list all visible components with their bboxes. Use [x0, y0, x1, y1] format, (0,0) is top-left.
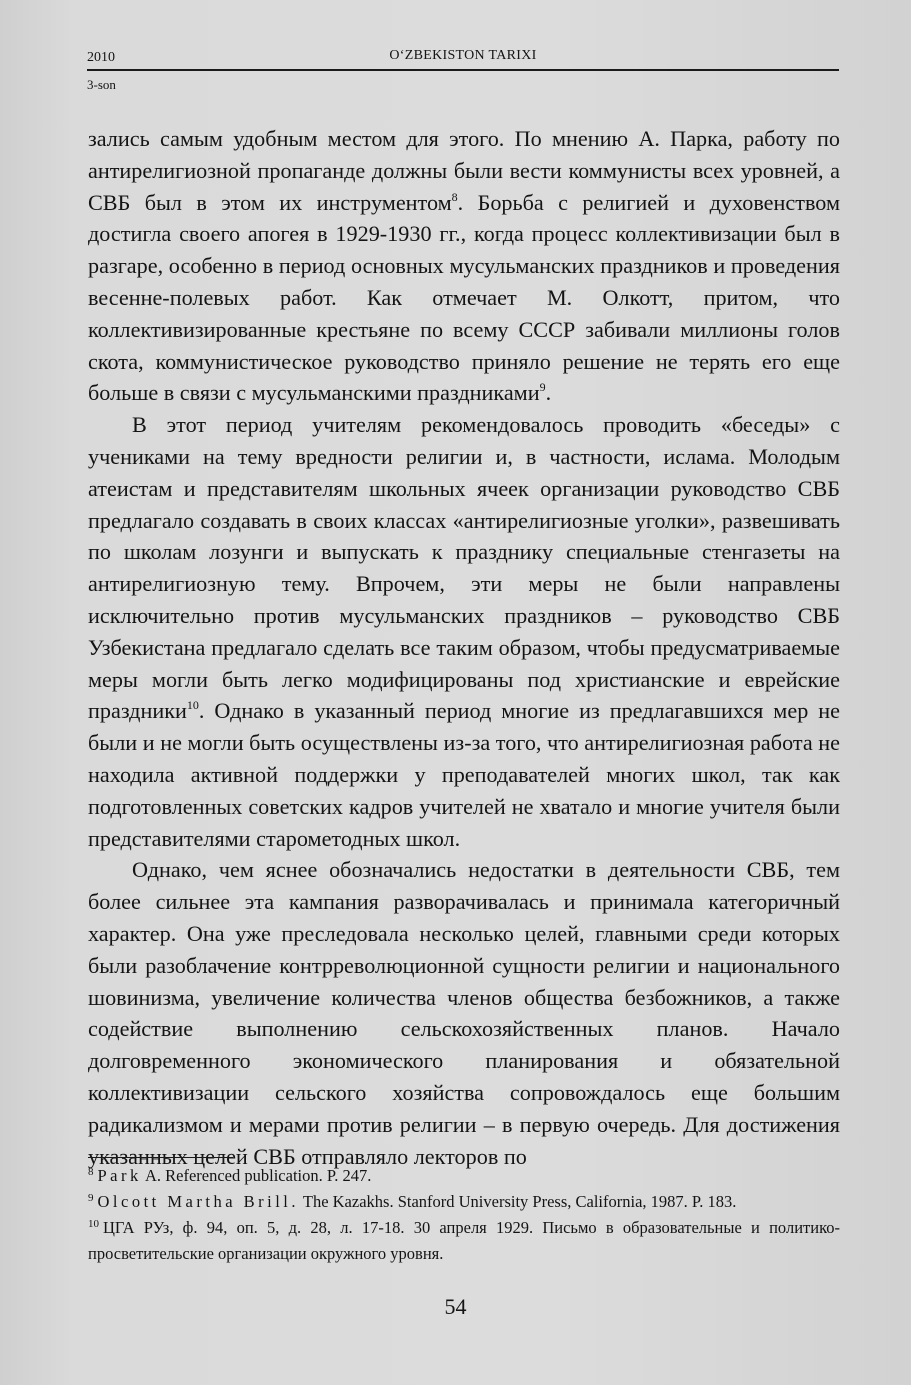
main-text	[88, 123, 840, 1172]
running-head	[87, 44, 839, 74]
footnote-ref[interactable]: 8	[451, 189, 458, 204]
footnote: $^9$ Olcott Martha Brill. The Kazakhs. Stanford University Press, California, 1987. P. 183.	[88, 1192, 737, 1211]
footnote-separator	[88, 1157, 233, 1158]
footnote: $^{10}$ ЦГА РУз, ф. 94, оп. 5, д. 28, л. 17-18. 30 апреля 1929. Письмо в образовательные и политико-просветительские организации окружного уровня.	[88, 1218, 840, 1263]
header-year: 2010	[87, 50, 115, 65]
header-journal-title: O‘ZBEKISTON TARIXI	[389, 48, 537, 63]
footnote-ref[interactable]: 9	[539, 380, 546, 395]
header-issue: 3-son	[87, 77, 116, 92]
footnote: $^8$ Park A. Referenced publication. P. 247.	[88, 1166, 372, 1185]
page-number: 54	[444, 1294, 467, 1319]
footnotes	[88, 1163, 840, 1267]
paragraph: зались самым удобным местом для этого. По мнению А. Парка, работу по антирелигиозной пропаганде должны были вести коммунисты всех уровней, а СВБ был в этом их инструментом$^8$. Борьба с религией и духовенством достигла своего апогея в 1929-1930 гг., когда процесс коллективизации был в разгаре, особенно в период основных мусульманских праздников и проведения весенне-полевых работ. Как отмечает М. Олкотт, притом, что коллективизированные крестьяне по всему СССР забивали миллионы голов скота, коммунистическое руководство приняло решение не терять его еще больше в связи с мусульманскими праздниками$^9$.	[88, 126, 840, 406]
footnote-ref[interactable]: 10	[186, 698, 199, 713]
paragraph: Однако, чем яснее обозначались недостатки в деятельности СВБ, тем более сильнее эта кампания разворачивалась и принимала категоричный характер. Она уже преследовала несколько целей, главными среди которых были разоблачение контрреволюционной сущности религии и национального шовинизма, увеличение количества членов общества безбожников, а также содействие выполнению сельскохозяйственных планов. Начало долговременного экономического планирования и обязательной коллективизации сельского хозяйства сопровождалось еще большим радикализмом и мерами против религии – в первую очередь. Для достижения указанных целей СВБ отправляло лекторов по	[88, 857, 840, 1169]
paragraph: В этот период учителям рекомендовалось проводить «беседы» с учениками на тему вредности религии и, в частности, ислама. Молодым атеистам и представителям школьных ячеек организации руководство СВБ предлагало создавать в своих классах «антирелигиозные уголки», развешивать по школам лозунги и выпускать к празднику специальные стенгазеты на антирелигиозную тему. Впрочем, эти меры не были направлены исключительно против мусульманских праздников – руководство СВБ Узбекистана предлагало сделать все таким образом, чтобы предусматриваемые меры могли быть легко модифицированы под христианские и еврейские праздники$^{10}$. Однако в указанный период многие из предлагавшихся мер не были и не могли быть осуществлены из-за того, что антирелигиозная работа не находила активной поддержки у преподавателей многих школ, так как подготовленных советских кадров учителей не хватало и многие учителя были представителями старометодных школ.	[88, 412, 840, 851]
header-rule	[87, 69, 839, 71]
